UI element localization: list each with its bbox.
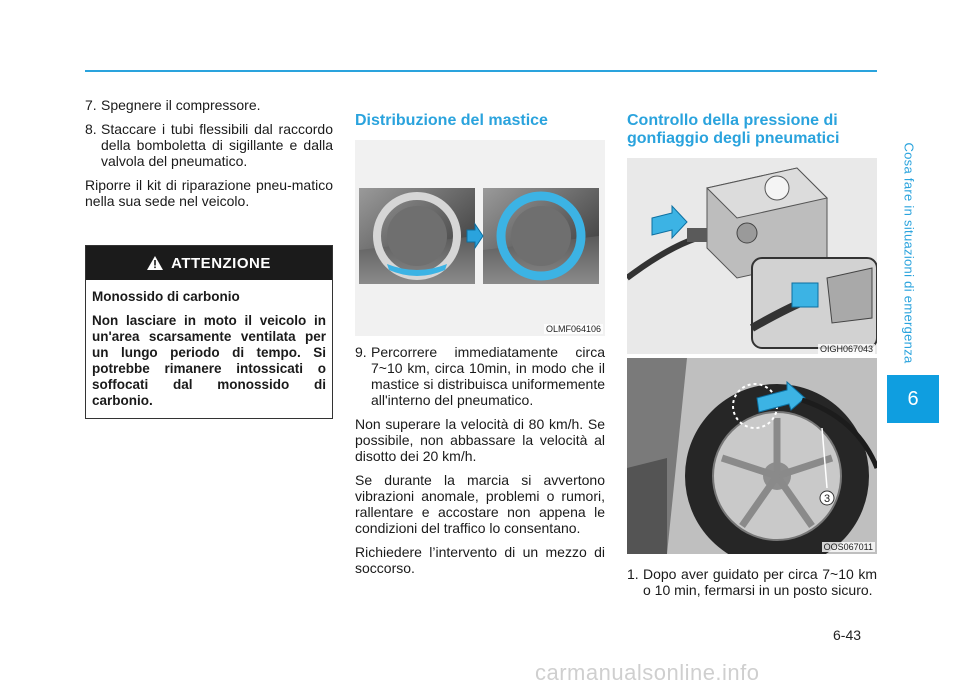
figure-code: OLMF064106 (545, 324, 601, 334)
assistance-paragraph: Richiedere l’intervento di un mezzo di soccorso. (355, 544, 605, 576)
sealant-distribution-figure (355, 140, 605, 336)
heading-sealant-distribution: Distribuzione del mastice (355, 112, 548, 129)
step-1: 1. Dopo aver guidato per circa 7~10 km o 10 min, fermarsi in un posto sicuro. (627, 566, 877, 598)
compressor-figure (627, 158, 877, 354)
vibration-paragraph: Se durante la marcia si avvertono vibrazioni anomale, problemi o rumori, rallentare e accostare non appena le condizioni del traffico lo consentano. (355, 472, 605, 536)
warning-box (85, 245, 333, 419)
chapter-tab: 6 (887, 375, 939, 423)
figure-code: OIGH067043 (819, 344, 873, 354)
column-2-text (355, 344, 605, 584)
warning-header: ATTENZIONE (86, 246, 332, 280)
top-rule (85, 70, 877, 72)
watermark-logo: carmanualsonline.info (535, 660, 760, 685)
warning-title: Monossido di carbonio (92, 289, 240, 304)
column-1 (85, 97, 333, 217)
step-7: 7. Spegnere il compressore. (85, 97, 261, 113)
column-3-text (627, 566, 877, 606)
warning-triangle-icon (147, 256, 163, 270)
step-9: 9. Percorrere immediatamente circa 7~10 km, circa 10min, in modo che il mastice si distribuisca uniformemente all'interno del pneumatico. (355, 344, 605, 408)
tire-figure (627, 358, 877, 554)
page-number: 6-43 (833, 627, 862, 643)
stow-kit-paragraph: Riporre il kit di riparazione pneu-matico nella sua sede nel veicolo. (85, 177, 333, 209)
warning-text: Non lasciare in moto il veicolo in un'area scarsamente ventilata per un lungo periodo di tempo. Si potrebbe rimanere intossicati o soffocati dal monossido di carbonio. (92, 313, 326, 408)
heading-pressure-check: Controllo della pressione di gonfiaggio degli pneumatici (627, 112, 840, 147)
speed-paragraph: Non superare la velocità di 80 km/h. Se possibile, non abbassare la velocità al disotto dei 20 km/h. (355, 416, 605, 464)
callout-3: 3 (823, 493, 831, 505)
column-2 (355, 112, 605, 130)
column-3 (627, 112, 877, 148)
step-8: 8. Staccare i tubi flessibili dal raccordo della bomboletta di sigillante e dalla valvola del pneumatico. (85, 121, 333, 169)
figure-code: OOS067011 (823, 542, 873, 552)
section-side-title: Cosa fare in situazioni di emergenza (901, 141, 917, 364)
